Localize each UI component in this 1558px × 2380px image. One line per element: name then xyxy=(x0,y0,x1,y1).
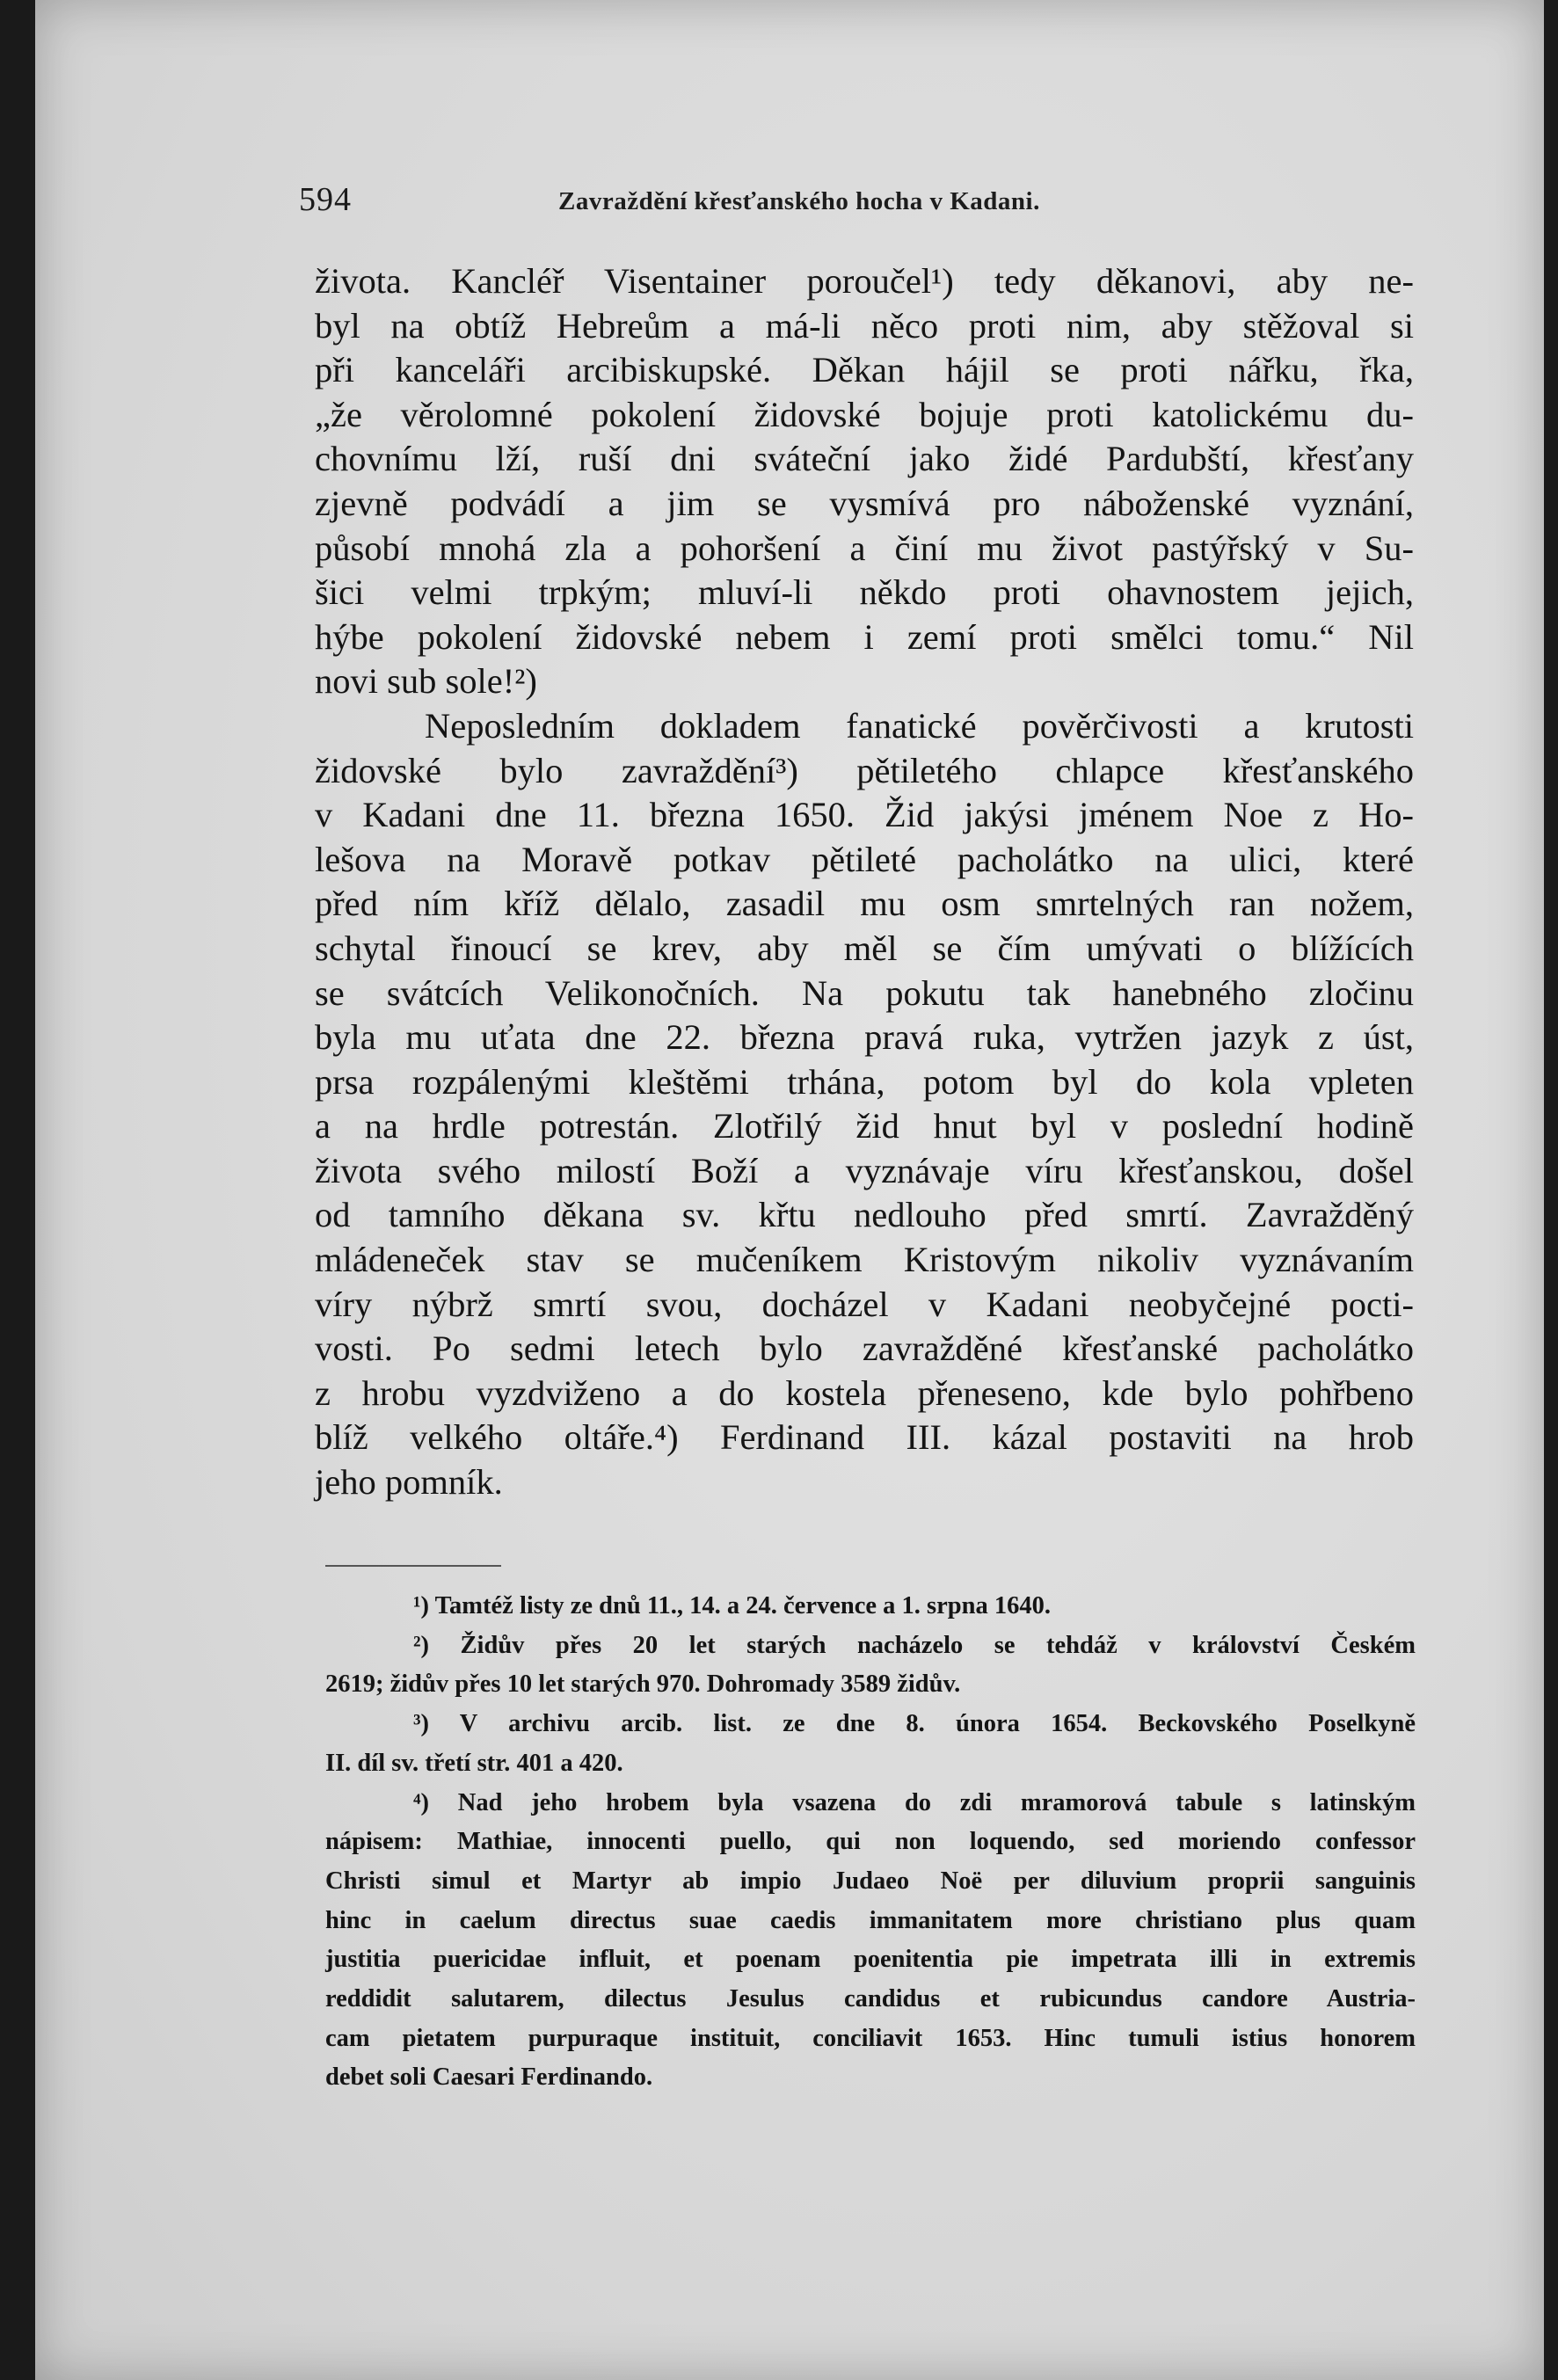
text-line: byl na obtíž Hebreům a má-li něco proti nim, aby stěžoval si xyxy=(315,305,1414,346)
footnotes xyxy=(325,1587,1416,2098)
text-line: při kanceláři arcibiskupské. Děkan hájil se proti nářku, řka, xyxy=(315,350,1414,390)
footnote-line: cam pietatem purpuraque instituit, conciliavit 1653. Hinc tumuli istius honorem xyxy=(325,2024,1416,2052)
footnote-line: ¹) Tamtéž listy ze dnů 11., 14. a 24. července a 1. srpna 1640. xyxy=(413,1592,1051,1619)
text-line: a na hrdle potrestán. Zlotřilý žid hnut byl v poslední hodině xyxy=(315,1106,1414,1146)
footnote-line: hinc in caelum directus suae caedis immanitatem more christiano plus quam xyxy=(325,1906,1416,1934)
footnote-line: Christi simul et Martyr ab impio Judaeo Noë per diluvium proprii sanguinis xyxy=(325,1867,1416,1895)
footnote-divider xyxy=(325,1565,501,1567)
paragraph-1 xyxy=(315,259,1414,704)
text-line: jeho pomník. xyxy=(315,1462,503,1503)
running-head: Zavraždění křesťanského hocha v Kadani. xyxy=(558,187,1040,215)
text-line: chovnímu lží, ruší dni sváteční jako židé Pardubští, křesťany xyxy=(315,439,1414,479)
footnote-line: II. díl sv. třetí str. 401 a 420. xyxy=(325,1749,623,1777)
text-line: od tamního děkana sv. křtu nedlouho před smrtí. Zavražděný xyxy=(315,1195,1414,1235)
footnote-line: ²) Židův přes 20 let starých nacházelo se tehdáž v království Českém xyxy=(413,1631,1416,1659)
text-line: zjevně podvádí a jim se vysmívá pro náboženské vyznání, xyxy=(315,483,1414,523)
text-line: se svátcích Velikonočních. Na pokutu tak hanebného zločinu xyxy=(315,972,1414,1013)
text-line: novi sub sole!²) xyxy=(315,661,537,702)
page-header xyxy=(299,180,1398,233)
text-line: prsa rozpálenými kleštěmi trhána, potom byl do kola vpleten xyxy=(315,1061,1414,1102)
text-line: šici velmi trpkým; mluví-li někdo proti ohavnostem jejich, xyxy=(315,572,1414,613)
text-line: v Kadani dne 11. března 1650. Žid jakýsi jménem Noe z Ho- xyxy=(315,795,1414,835)
text-line: schytal řinoucí se krev, aby měl se čím umývati o blížících xyxy=(315,928,1414,968)
text-line: „že věrolomné pokolení židovské bojuje proti katolickému du- xyxy=(315,394,1414,434)
text-line: vosti. Po sedmi letech bylo zavražděné křesťanské pacholátko xyxy=(315,1328,1414,1369)
text-line: z hrobu vyzdviženo a do kostela přeneseno, kde bylo pohřbeno xyxy=(315,1372,1414,1413)
text-line: víry nýbrž smrtí svou, docházel v Kadani neobyčejné pocti- xyxy=(315,1284,1414,1324)
footnote-line: justitia puericidae influit, et poenam poenitentia pie impetrata illi in extremis xyxy=(325,1946,1416,1974)
footnote-4 xyxy=(325,1784,1416,2099)
footnote-line: ³) V archivu arcib. list. ze dne 8. února 1654. Beckovského Poselkyně xyxy=(413,1710,1416,1738)
text-line: hýbe pokolení židovské nebem i zemí proti smělci tomu.“ Nil xyxy=(315,616,1414,657)
text-line: Neposledním dokladem fanatické pověrčivosti a krutosti xyxy=(425,705,1414,746)
body-text xyxy=(315,259,1414,1505)
text-line: lešova na Moravě potkav pětileté pacholátko na ulici, které xyxy=(315,839,1414,879)
text-line: života svého milostí Boží a vyznávaje víru křesťanskou, došel xyxy=(315,1150,1414,1190)
text-line: byla mu uťata dne 22. března pravá ruka, vytržen jazyk z úst, xyxy=(315,1017,1414,1058)
footnote-line: debet soli Caesari Ferdinando. xyxy=(325,2063,653,2092)
footnote-3 xyxy=(325,1705,1416,1783)
footnote-line: 2619; židův přes 10 let starých 970. Dohromady 3589 židův. xyxy=(325,1670,961,1699)
paragraph-2 xyxy=(315,704,1414,1505)
text-line: mládeneček stav se mučeníkem Kristovým nikoliv vyznávaním xyxy=(315,1240,1414,1280)
page-number: 594 xyxy=(299,181,352,218)
text-line: života. Kancléř Visentainer poroučel¹) tedy děkanovi, aby ne- xyxy=(315,261,1414,301)
text-line: blíž velkého oltáře.⁴) Ferdinand III. kázal postaviti na hrob xyxy=(315,1417,1414,1458)
text-line: před ním kříž dělalo, zasadil mu osm smrtelných ran nožem, xyxy=(315,884,1414,924)
footnote-line: reddidit salutarem, dilectus Jesulus candidus et rubicundus candore Austria- xyxy=(325,1985,1416,2013)
footnote-2 xyxy=(325,1627,1416,1705)
book-page xyxy=(35,0,1544,2380)
footnote-line: ⁴) Nad jeho hrobem byla vsazena do zdi mramorová tabule s latinským xyxy=(413,1788,1416,1816)
footnote-line: nápisem: Mathiae, innocenti puello, qui non loquendo, sed moriendo confessor xyxy=(325,1828,1416,1856)
footnote-1 xyxy=(325,1587,1416,1627)
text-line: působí mnohá zla a pohoršení a činí mu život pastýřský v Su- xyxy=(315,528,1414,568)
text-line: židovské bylo zavraždění³) pětiletého chlapce křesťanského xyxy=(315,750,1414,790)
